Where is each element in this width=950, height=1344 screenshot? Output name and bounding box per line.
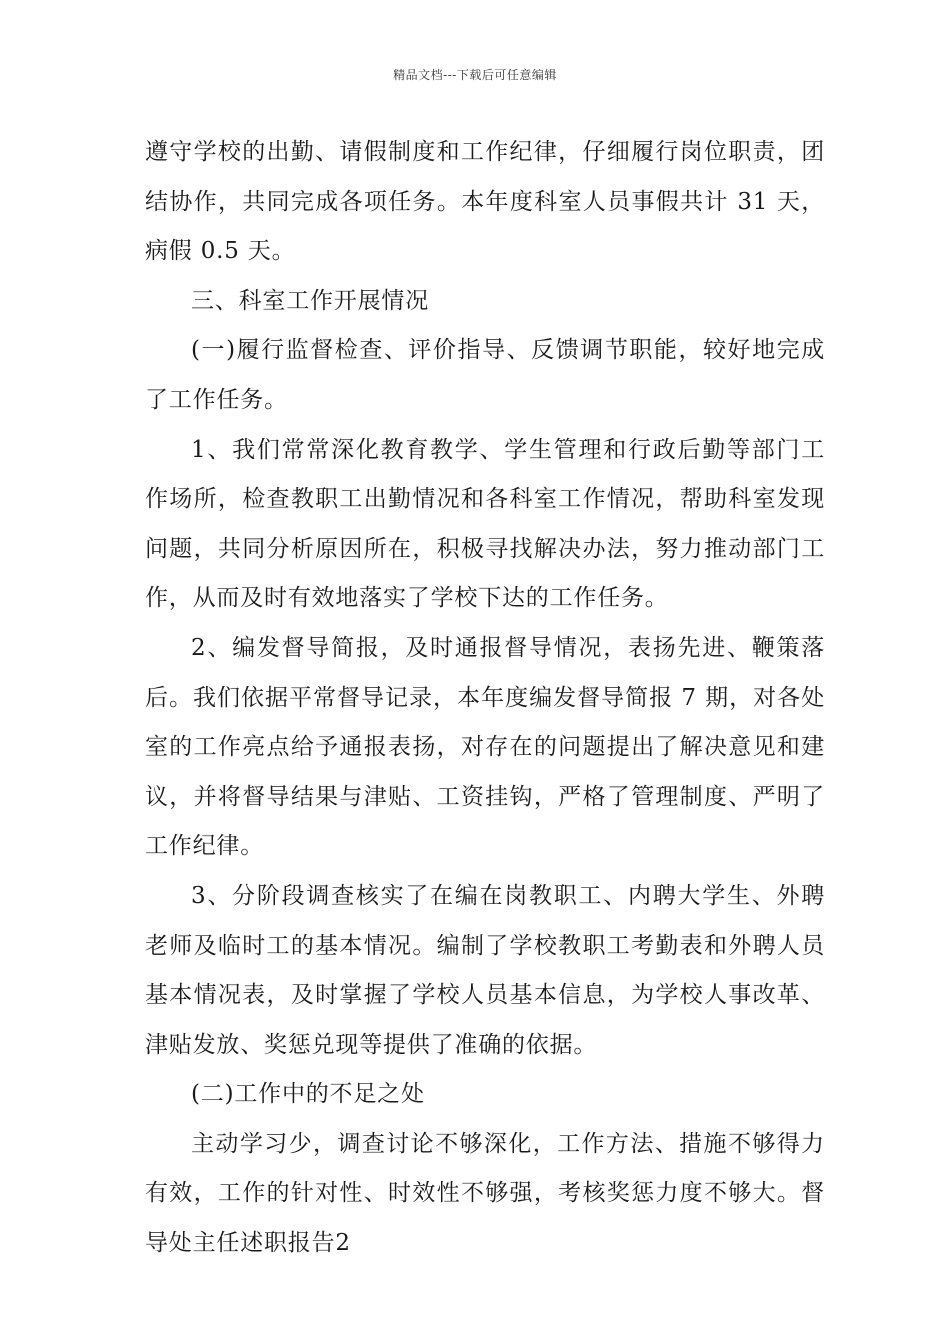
paragraph-item-3: 3、分阶段调查核实了在编在岗教职工、内聘大学生、外聘老师及临时工的基本情况。编制了学校教职工考勤表和外聘人员基本情况表，及时掌握了学校人员基本信息，为学校人事改革、津贴发放、奖惩兑现等提供了准确的依据。: [145, 882, 825, 1058]
paragraph-item-1: 1、我们常常深化教育教学、学生管理和行政后勤等部门工作场所，检查教职工出勤情况和各科室工作情况，帮助科室发现问题，共同分析原因所在，积极寻找解决办法，努力推动部门工作，从而及时有效地落实了学校下达的工作任务。: [145, 436, 825, 612]
section-heading-work-status: 三、科室工作开展情况: [191, 287, 429, 314]
document-body: [145, 128, 825, 1269]
page-header: 精品文档---下载后可任意编辑: [393, 68, 557, 82]
subsection-heading-supervision: (一)履行监督检查、评价指导、反馈调节职能，较好地完成了工作任务。: [145, 337, 825, 413]
paragraph-attendance: 遵守学校的出勤、请假制度和工作纪律，仔细履行岗位职责，团结协作，共同完成各项任务。本年度科室人员事假共计 31 天，病假 0.5 天。: [145, 139, 825, 265]
subsection-heading-shortcomings: (二)工作中的不足之处: [191, 1081, 425, 1108]
paragraph-shortcomings: 主动学习少，调查讨论不够深化，工作方法、措施不够得力有效，工作的针对性、时效性不够强，考核奖惩力度不够大。督导处主任述职报告2: [145, 1130, 825, 1257]
paragraph-item-2: 2、编发督导简报，及时通报督导情况，表扬先进、鞭策落后。我们依据平常督导记录，本年度编发督导简报 7 期，对各处室的工作亮点给予通报表扬，对存在的问题提出了解决意见和建议，并将督导结果与津贴、工资挂钩，严格了管理制度、严明了工作纪律。: [145, 634, 825, 860]
